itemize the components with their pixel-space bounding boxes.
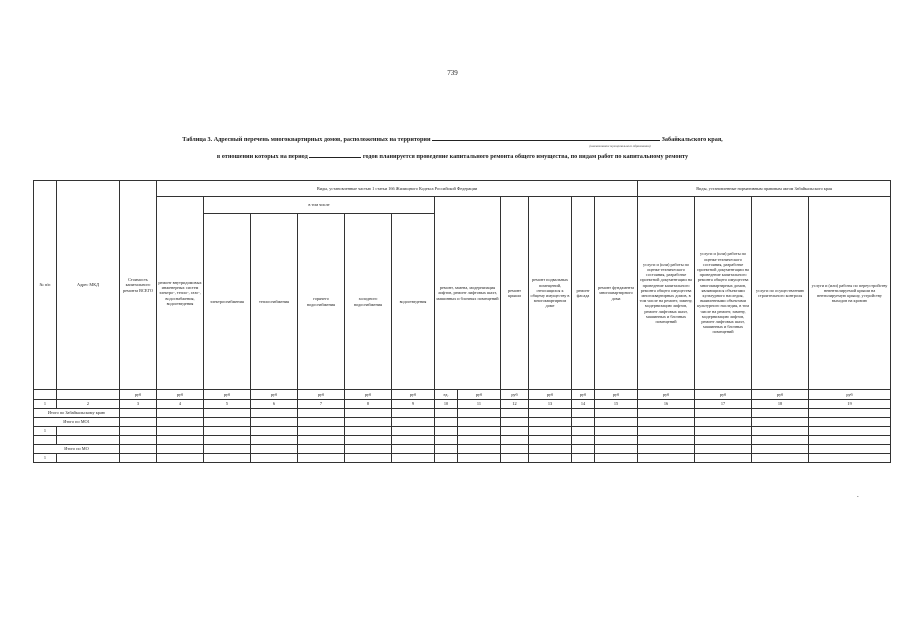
unit-cell: руб xyxy=(595,390,638,400)
header-elevators: ремонт, замена, модернизация лифтов, ремонт лифтовых шахт, машинных и блочных помещений xyxy=(435,197,501,390)
column-number: 14 xyxy=(572,400,595,409)
row-index: 1 xyxy=(34,454,57,463)
column-number: 13 xyxy=(529,400,572,409)
column-number: 5 xyxy=(204,400,251,409)
header-row-1 xyxy=(34,181,891,197)
address-list-table xyxy=(33,180,891,463)
unit-cell: руб xyxy=(392,390,435,400)
page-number: 739 xyxy=(447,69,458,77)
header-group-regional: Виды, установленные нормативным правовым актом Забайкальского края xyxy=(638,181,891,197)
column-number: 15 xyxy=(595,400,638,409)
table-row xyxy=(34,409,891,418)
total-mo1-label: Итого по МО1 xyxy=(34,418,120,427)
total-region-label: Итого по Забайкальскому краю xyxy=(34,409,120,418)
column-number: 18 xyxy=(752,400,809,409)
table-title xyxy=(0,136,905,144)
column-number: 1 xyxy=(34,400,57,409)
page-dot: . xyxy=(857,491,859,499)
unit-cell xyxy=(57,390,120,400)
unit-cell: ед. xyxy=(435,390,458,400)
unit-cell: руб xyxy=(501,390,529,400)
unit-cell: руб xyxy=(298,390,345,400)
period-blank xyxy=(309,157,361,158)
column-number: 9 xyxy=(392,400,435,409)
header-address: Адрес МКД xyxy=(57,181,120,390)
column-numbers-row xyxy=(34,400,891,409)
table-row xyxy=(34,436,891,445)
header-in-that-number: в том числе xyxy=(204,197,435,214)
table-row xyxy=(34,454,891,463)
table-row xyxy=(34,418,891,427)
unit-cell: руб xyxy=(638,390,695,400)
header-row-2 xyxy=(34,197,891,214)
table-row xyxy=(34,427,891,436)
unit-cell: руб xyxy=(572,390,595,400)
header-foundation: ремонт фундамента многоквартирного дома xyxy=(595,197,638,390)
unit-cell: руб xyxy=(695,390,752,400)
header-coldwater: холодного водоснабжения xyxy=(345,214,392,390)
column-number: 16 xyxy=(638,400,695,409)
unit-cell: руб xyxy=(458,390,501,400)
header-num: № п/п xyxy=(34,181,57,390)
column-number: 2 xyxy=(57,400,120,409)
units-row xyxy=(34,390,891,400)
subtitle-part-1: в отношении которых на период xyxy=(216,153,308,160)
table-row xyxy=(34,445,891,454)
unit-cell: руб xyxy=(251,390,298,400)
header-basement: ремонт подвальных помещений, относящихся к общему имуществу в многоквартирном доме xyxy=(529,197,572,390)
municipality-note: (наименование муниципального образования) xyxy=(589,144,651,148)
table-subtitle xyxy=(0,153,905,161)
column-number: 17 xyxy=(695,400,752,409)
unit-cell: руб xyxy=(157,390,204,400)
column-number: 11 xyxy=(458,400,501,409)
unit-cell: руб xyxy=(809,390,891,400)
title-part-1: Таблица 3. Адресный перечень многоквартирных домов, расположенных на территории xyxy=(182,136,431,143)
unit-cell: руб xyxy=(529,390,572,400)
header-heat: теплоснабжения xyxy=(251,214,298,390)
column-number: 7 xyxy=(298,400,345,409)
column-number: 19 xyxy=(809,400,891,409)
header-roof: ремонт крыши xyxy=(501,197,529,390)
column-number: 4 xyxy=(157,400,204,409)
unit-cell: руб xyxy=(120,390,157,400)
subtitle-part-2: годов планируется проведение капитального ремонта общего имущества, по видам работ по капитальному ремонту xyxy=(362,153,689,160)
column-number: 10 xyxy=(435,400,458,409)
header-col-18: услуги по осуществлению строительного контроля xyxy=(752,197,809,390)
unit-cell: руб xyxy=(204,390,251,400)
header-hotwater: горячего водоснабжения xyxy=(298,214,345,390)
header-drainage: водоотведения xyxy=(392,214,435,390)
title-part-2: Забайкальского края, xyxy=(661,136,723,143)
header-engineering: ремонт внутридомовых инженерных систем электро-, тепло-, газо-, водоснабжения, водоотведения xyxy=(157,197,204,390)
header-cost: Стоимость капитального ремонта ВСЕГО xyxy=(120,181,157,390)
header-electric: электроснабжения xyxy=(204,214,251,390)
header-group-law: Виды, установленные частью 1 статьи 166 Жилищного Кодекса Российской Федерации xyxy=(157,181,638,197)
column-number: 3 xyxy=(120,400,157,409)
row-index: 1 xyxy=(34,427,57,436)
header-facade: ремонт фасада xyxy=(572,197,595,390)
column-number: 6 xyxy=(251,400,298,409)
header-col-17: услуги и (или) работы по оценке технического состояния, разработке проектной документации на проведение капитального ремонта общего имущества многоквартирных домов, являющихся объектами культурного наследия, выявленными объектами культурного наследия, в том числе на ремонт, замену, модернизацию лифтов, ремонт лифтовых шахт, машинных и блочных помещений xyxy=(695,197,752,390)
column-number: 12 xyxy=(501,400,529,409)
column-number: 8 xyxy=(345,400,392,409)
unit-cell xyxy=(34,390,57,400)
municipality-blank xyxy=(432,140,660,141)
unit-cell: руб xyxy=(345,390,392,400)
total-mo-label: Итого по МО xyxy=(34,445,120,454)
header-col-19: услуги и (или) работы по переустройству невентилируемой крыши на вентилируемую крышу, устройству выходов на кровлю xyxy=(809,197,891,390)
unit-cell: руб xyxy=(752,390,809,400)
header-col-16: услуги и (или) работы по оценке технического состояния, разработке проектной документации на проведение капитального ремонта общего имущества многоквартирных домов, в том числе на ремонт, замену, модернизацию лифтов, ремонт лифтовых шахт, машинных и блочных помещений xyxy=(638,197,695,390)
